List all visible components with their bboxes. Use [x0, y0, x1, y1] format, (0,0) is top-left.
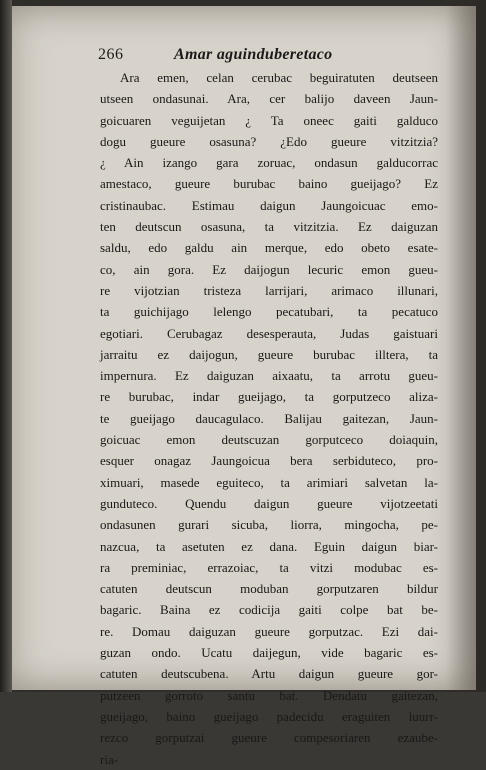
text-line: saldu, edo galdu ain merque, edo obeto esate-: [100, 240, 438, 256]
text-line: utseen ondasunai. Ara, cer balijo daveen Jaun-: [100, 91, 438, 107]
book-gutter-edge: [0, 0, 12, 692]
text-line: ta guichijago lelengo pecatubari, ta pecatuco: [100, 304, 438, 320]
text-line: Ara emen, celan cerubac beguiratuten deutseen: [120, 70, 438, 85]
text-line: gueijago, baino gueijago padecidu eraguiten luurr-: [100, 708, 438, 724]
text-line: goicuaren veguijetan ¿ Ta oneec gaiti galduco: [100, 112, 438, 128]
text-line: co, ain gora. Ez daijogun lecuric emon gueu-: [100, 261, 438, 277]
text-line: re burubac, indar gueijago, ta gorputzeco aliza-: [100, 389, 438, 405]
text-line: nazcua, ta asetuten ez dana. Eguin daigun biar-: [100, 538, 438, 554]
text-line: egotiari. Cerubagaz desesperauta, Judas gaistuari: [100, 325, 438, 341]
text-line: dogu gueure osasuna? ¿Edo gueure vitzitzia?: [100, 133, 438, 149]
text-line: re. Domau daiguzan gueure gorputzac. Ezi dai-: [100, 623, 438, 639]
text-line: ria-: [100, 751, 119, 767]
text-line: ximuari, masede eguiteco, ta arimiari salvetan la-: [100, 474, 438, 490]
body-text: [100, 67, 438, 770]
text-line: guzan ondo. Ucatu daijegun, vide bagaric es-: [100, 645, 438, 661]
text-line: rezco gorputzai gueure compesoriaren ezaube-: [100, 730, 438, 746]
text-line: ten deutscun osasuna, ta vitzitzia. Ez daiguzan: [100, 219, 438, 235]
text-line: ra preminiac, errazoiac, ta vitzi modubac es-: [100, 559, 438, 575]
text-line: putzeen gorroto santu bat. Dendatu gaitezan,: [100, 687, 438, 703]
text-line: gunduteco. Quendu daigun gueure vijotzeetati: [100, 495, 438, 511]
page-number: 266: [98, 46, 124, 63]
text-line: ¿ Ain izango gara zoruac, ondasun galducorrac: [100, 155, 438, 171]
text-line: impernura. Ez daiguzan aixaatu, ta arrotu gueu-: [100, 368, 438, 384]
page-curl-shadow: [446, 0, 486, 692]
text-line: amestaco, gueure burubac baino gueijago? Ez: [100, 176, 438, 192]
text-line: catuten deutscubena. Artu daigun gueure gor-: [100, 666, 438, 682]
running-title: Amar aguinduberetaco: [174, 46, 333, 63]
text-line: jarraitu ez daijogun, gueure burubac illtera, ta: [100, 346, 438, 362]
text-line: catuten deutscun moduban gorputzaren bildur: [100, 581, 438, 597]
text-line: bagaric. Baina ez codicija gaiti colpe bat be-: [100, 602, 438, 618]
text-line: goicuac emon deutscuzan gorputceco doiaquin,: [100, 432, 438, 448]
text-line: cristinaubac. Estimau daigun Jaungoicuac emo-: [100, 197, 438, 213]
text-line: te gueijago daucagulaco. Balijau gaitezan, Jaun-: [100, 410, 438, 426]
text-line: esquer onagaz Jaungoicua bera serbiduteco, pro-: [100, 453, 438, 469]
page-header: [98, 46, 418, 66]
text-line: re vijotzian tristeza larrijari, arimaco illunari,: [100, 282, 438, 298]
text-line: ondasunen gurari sicuba, liorra, mingocha, pe-: [100, 517, 438, 533]
